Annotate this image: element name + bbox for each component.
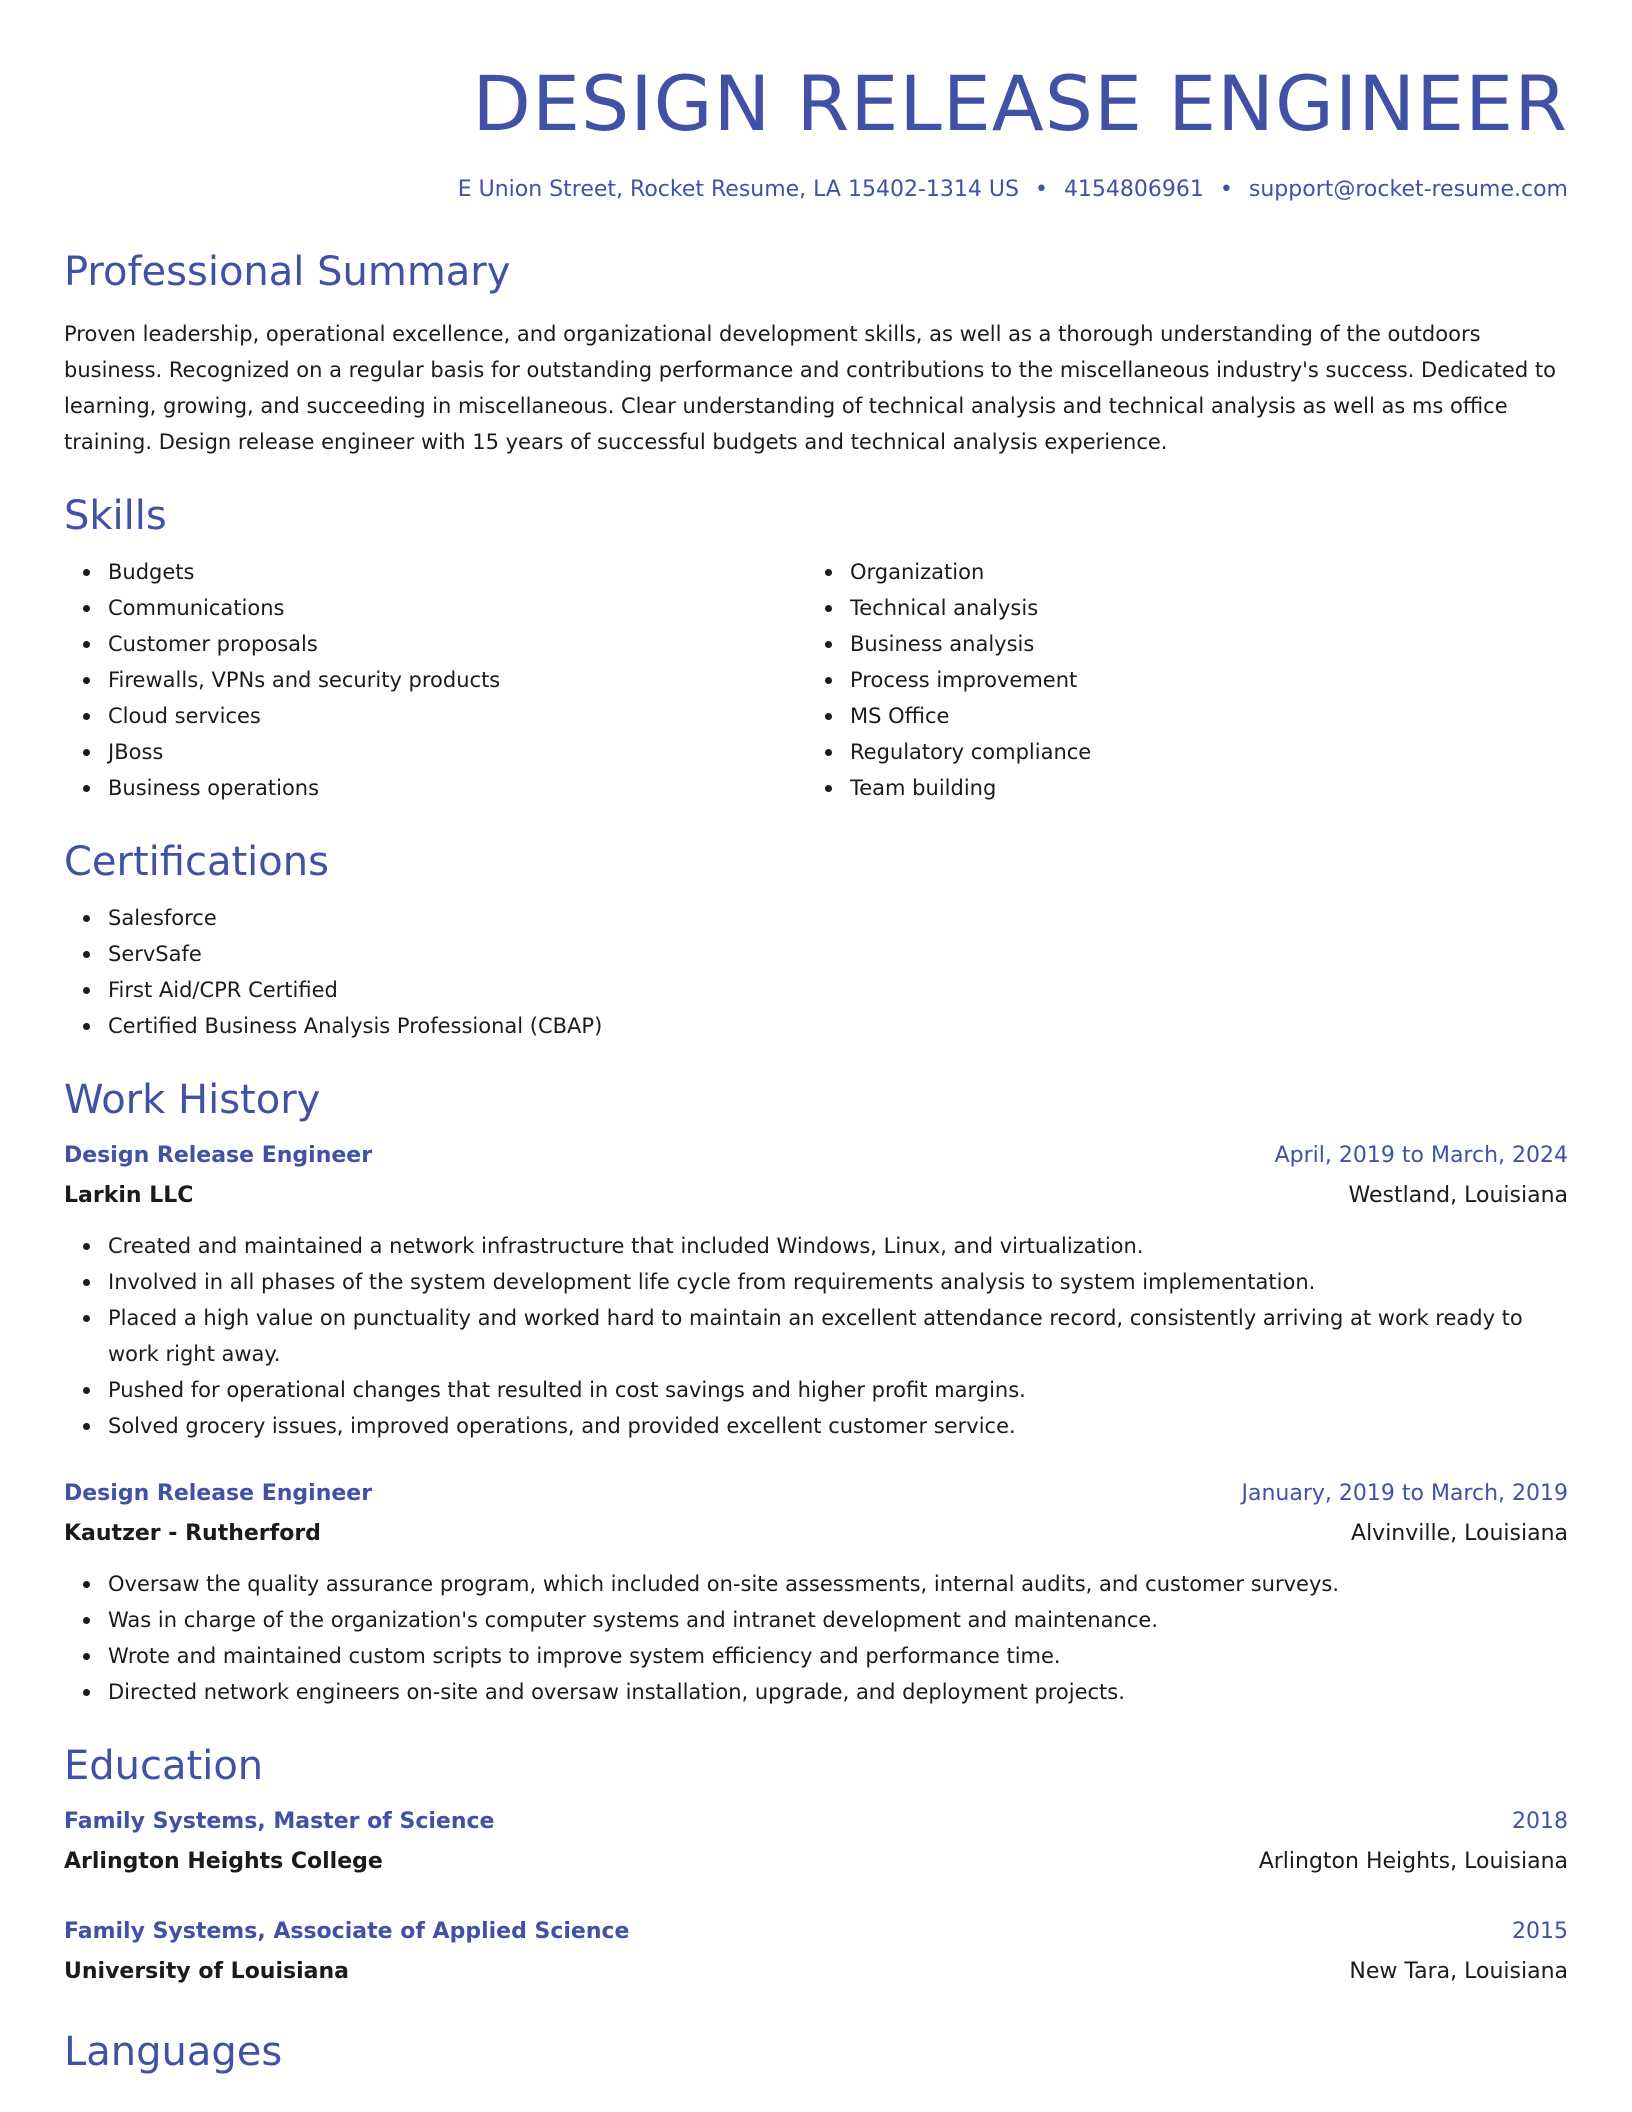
job-header bbox=[64, 1474, 1568, 1514]
job-bullets bbox=[64, 1228, 1568, 1444]
skills-column-left bbox=[64, 554, 806, 806]
skill-item: Communications bbox=[108, 590, 806, 626]
education-location: New Tara, Louisiana bbox=[1349, 1959, 1568, 1984]
contact-line bbox=[64, 174, 1568, 206]
certification-item: Salesforce bbox=[108, 900, 1568, 936]
job-company-row bbox=[64, 1514, 1568, 1554]
education-school-row bbox=[64, 1952, 1568, 1992]
skills-section bbox=[64, 490, 1568, 806]
job-title: Design Release Engineer bbox=[64, 1481, 373, 1506]
skill-item: Customer proposals bbox=[108, 626, 806, 662]
education-school: Arlington Heights College bbox=[64, 1849, 383, 1874]
skill-item: Firewalls, VPNs and security products bbox=[108, 662, 806, 698]
skills-list-right bbox=[806, 554, 1548, 806]
certification-item: First Aid/CPR Certified bbox=[108, 972, 1568, 1008]
summary-text: Proven leadership, operational excellence, and organizational development skills, as well as a thorough understanding of the outdoors business. Recognized on a regular basis for outstanding performance and contributions to the miscellaneous industry's success. Dedicated to learning, growing, and succeeding in miscellaneous. Clear understanding of technical analysis and technical analysis as well as ms office training. Design release engineer with 15 years of successful budgets and technical analysis experience. bbox=[64, 322, 1556, 454]
summary-section bbox=[64, 246, 1568, 460]
certifications-list bbox=[64, 900, 1568, 1044]
education-entry bbox=[64, 1802, 1568, 1882]
job-bullet: Was in charge of the organization's computer systems and intranet development and maintenance. bbox=[108, 1602, 1568, 1638]
skill-item: Team building bbox=[850, 770, 1548, 806]
education-section bbox=[64, 1740, 1568, 1992]
resume-title: DESIGN RELEASE ENGINEER bbox=[472, 59, 1568, 148]
education-school-row bbox=[64, 1842, 1568, 1882]
certifications-section bbox=[64, 836, 1568, 1044]
job-company-row bbox=[64, 1176, 1568, 1216]
skill-item: JBoss bbox=[108, 734, 806, 770]
contact-address: E Union Street, Rocket Resume, LA 15402-1314 US bbox=[457, 177, 1019, 202]
education-location: Arlington Heights, Louisiana bbox=[1258, 1849, 1568, 1874]
job-entry bbox=[64, 1136, 1568, 1444]
education-year: 2018 bbox=[1512, 1809, 1568, 1834]
certification-item: ServSafe bbox=[108, 936, 1568, 972]
education-school: University of Louisiana bbox=[64, 1959, 350, 1984]
job-bullet: Pushed for operational changes that resulted in cost savings and higher profit margins. bbox=[108, 1372, 1568, 1408]
job-location: Westland, Louisiana bbox=[1348, 1183, 1568, 1208]
education-year: 2015 bbox=[1512, 1919, 1568, 1944]
contact-separator: • bbox=[1219, 177, 1233, 202]
job-dates: January, 2019 to March, 2019 bbox=[1241, 1481, 1568, 1506]
skill-item: Business analysis bbox=[850, 626, 1548, 662]
job-bullet: Wrote and maintained custom scripts to improve system efficiency and performance time. bbox=[108, 1638, 1568, 1674]
job-header bbox=[64, 1136, 1568, 1176]
job-dates: April, 2019 to March, 2024 bbox=[1274, 1143, 1568, 1168]
job-bullet: Solved grocery issues, improved operations, and provided excellent customer service. bbox=[108, 1408, 1568, 1444]
languages-section bbox=[64, 2026, 1568, 2078]
skills-grid bbox=[64, 554, 1568, 806]
education-degree: Family Systems, Master of Science bbox=[64, 1809, 495, 1834]
job-company: Larkin LLC bbox=[64, 1183, 194, 1208]
job-title: Design Release Engineer bbox=[64, 1143, 373, 1168]
work-history-section bbox=[64, 1074, 1568, 1710]
certifications-heading: Certifications bbox=[64, 839, 329, 885]
job-company: Kautzer - Rutherford bbox=[64, 1521, 321, 1546]
education-entry bbox=[64, 1912, 1568, 1992]
job-location: Alvinville, Louisiana bbox=[1351, 1521, 1568, 1546]
job-bullet: Directed network engineers on-site and oversaw installation, upgrade, and deployment projects. bbox=[108, 1674, 1568, 1710]
contact-phone: 4154806961 bbox=[1063, 177, 1204, 202]
education-degree: Family Systems, Associate of Applied Science bbox=[64, 1919, 630, 1944]
education-header bbox=[64, 1912, 1568, 1952]
languages-heading: Languages bbox=[64, 2029, 283, 2075]
skill-item: Technical analysis bbox=[850, 590, 1548, 626]
skills-column-right bbox=[806, 554, 1548, 806]
work-history-heading: Work History bbox=[64, 1077, 321, 1123]
resume-page bbox=[64, 0, 1568, 2078]
education-header bbox=[64, 1802, 1568, 1842]
job-bullet: Placed a high value on punctuality and worked hard to maintain an excellent attendance record, consistently arriving at work ready to work right away. bbox=[108, 1300, 1568, 1372]
job-bullet: Created and maintained a network infrastructure that included Windows, Linux, and virtualization. bbox=[108, 1228, 1568, 1264]
certification-item: Certified Business Analysis Professional (CBAP) bbox=[108, 1008, 1568, 1044]
skill-item: Process improvement bbox=[850, 662, 1548, 698]
job-bullets bbox=[64, 1566, 1568, 1710]
job-bullet: Involved in all phases of the system development life cycle from requirements analysis to system implementation. bbox=[108, 1264, 1568, 1300]
skill-item: Organization bbox=[850, 554, 1548, 590]
contact-separator: • bbox=[1034, 177, 1048, 202]
skill-item: Cloud services bbox=[108, 698, 806, 734]
skills-heading: Skills bbox=[64, 493, 167, 539]
contact-email[interactable]: support@rocket-resume.com bbox=[1248, 177, 1568, 202]
skill-item: MS Office bbox=[850, 698, 1548, 734]
skill-item: Business operations bbox=[108, 770, 806, 806]
summary-heading: Professional Summary bbox=[64, 249, 511, 295]
skill-item: Budgets bbox=[108, 554, 806, 590]
skills-list-left bbox=[64, 554, 806, 806]
education-heading: Education bbox=[64, 1743, 264, 1789]
skill-item: Regulatory compliance bbox=[850, 734, 1548, 770]
job-entry bbox=[64, 1474, 1568, 1710]
job-bullet: Oversaw the quality assurance program, which included on-site assessments, internal audits, and customer surveys. bbox=[108, 1566, 1568, 1602]
